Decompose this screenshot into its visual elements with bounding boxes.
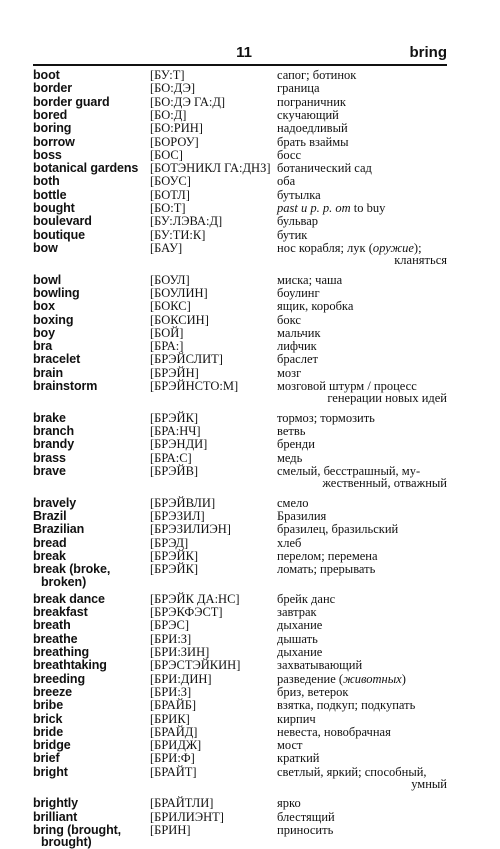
headword-text: boss xyxy=(33,147,62,162)
translation-text: краткий xyxy=(277,751,320,766)
headword-text: box xyxy=(33,299,55,314)
translation-text: бокс xyxy=(277,312,301,327)
translation xyxy=(277,537,447,549)
headword xyxy=(33,82,147,94)
translation xyxy=(277,619,447,631)
transcription: [БРИ:З] xyxy=(150,631,192,646)
translation xyxy=(277,425,447,437)
transcription: [БРЭЙК ДА:НС] xyxy=(150,591,240,606)
headword-text: bought xyxy=(33,201,75,215)
running-head: bring xyxy=(409,44,447,61)
translation xyxy=(277,69,447,81)
translation-text: босс xyxy=(277,147,302,162)
translation xyxy=(277,659,447,671)
usage-note: животных xyxy=(343,671,402,686)
translation xyxy=(277,300,447,312)
headword xyxy=(33,215,147,227)
headword xyxy=(33,659,147,671)
headword-text: brilliant xyxy=(33,809,78,824)
headword xyxy=(33,606,147,618)
headword xyxy=(33,274,147,286)
headword-text: brainstorm xyxy=(33,379,98,393)
headword-text: breakfast xyxy=(33,605,88,620)
headword-text: bracelet xyxy=(33,352,81,367)
translation-text: ветвь xyxy=(277,424,306,438)
headword xyxy=(33,550,147,562)
translation-text-tail: ); xyxy=(413,240,422,255)
translation-text: граница xyxy=(277,81,320,96)
translation-text: оба xyxy=(277,174,296,189)
transcription: [БО:ДЭ] xyxy=(150,81,196,96)
headword xyxy=(33,537,147,549)
translation-text: бутик xyxy=(277,227,308,242)
translation-text: блестящий xyxy=(277,809,335,824)
headword xyxy=(33,189,147,201)
headword-text: break xyxy=(33,548,66,563)
transcription: [БРАЙБ] xyxy=(150,698,197,713)
translation xyxy=(277,353,447,365)
translation xyxy=(277,606,447,618)
transcription: [БРИК] xyxy=(150,711,190,726)
translation xyxy=(277,229,447,241)
headword-text: break dance xyxy=(33,591,105,606)
transcription: [БРИ:Ф] xyxy=(150,751,195,766)
translation xyxy=(277,497,447,509)
grammar-note: past и p. p. от xyxy=(277,201,351,215)
transcription: [БРИДЖ] xyxy=(150,738,202,753)
headword-text: brick xyxy=(33,711,63,726)
headword-text: breathtaking xyxy=(33,658,107,673)
translation xyxy=(277,726,447,738)
translation xyxy=(277,739,447,751)
translation-text: дышать xyxy=(277,631,318,646)
translation xyxy=(277,438,447,450)
headword-text: brandy xyxy=(33,437,75,452)
translation-continuation: умный xyxy=(411,777,447,792)
headword xyxy=(33,314,147,326)
headword-text: bright xyxy=(33,764,68,779)
headword xyxy=(33,229,147,241)
translation xyxy=(277,766,447,791)
translation xyxy=(277,380,447,405)
headword-text: both xyxy=(33,174,60,189)
transcription: [БАУ] xyxy=(150,240,183,255)
headword xyxy=(33,438,147,450)
translation-text: разведение ( xyxy=(277,671,344,686)
transcription: [БРЭЗИЛИЭН] xyxy=(150,522,231,537)
headword xyxy=(33,465,147,477)
headword xyxy=(33,162,147,174)
translation-text: невеста, новобрачная xyxy=(277,724,391,739)
translation-text: дыхание xyxy=(277,618,323,633)
headword-text: bride xyxy=(33,724,64,739)
translation-text: бразилец, бразильский xyxy=(277,522,399,537)
transcription: [БРА:НЧ] xyxy=(150,424,201,438)
translation xyxy=(277,593,447,605)
transcription: [БРИ:З] xyxy=(150,684,192,699)
transcription: [БРАЙТ] xyxy=(150,764,197,779)
translation-text: взятка, подкуп; подкупать xyxy=(277,698,416,713)
translation xyxy=(277,824,447,836)
translation-text: ярко xyxy=(277,796,301,811)
headword xyxy=(33,699,147,711)
headword xyxy=(33,726,147,738)
translation-text: мозговой штурм / процесс xyxy=(277,379,417,393)
headword xyxy=(33,523,147,535)
headword-text: brake xyxy=(33,410,66,425)
headword-text: break (broke, xyxy=(33,562,111,577)
translation xyxy=(277,274,447,286)
transcription: [БОТЛ] xyxy=(150,187,190,202)
headword xyxy=(33,96,147,108)
transcription: [БОУС] xyxy=(150,174,191,189)
translation-text: смело xyxy=(277,495,309,510)
headword-text: bowling xyxy=(33,285,80,300)
translation xyxy=(277,633,447,645)
translation-text: мост xyxy=(277,738,303,753)
headword-text: boring xyxy=(33,121,72,136)
headword xyxy=(33,766,147,778)
translation xyxy=(277,412,447,424)
translation xyxy=(277,452,447,464)
transcription: [БО:Д] xyxy=(150,107,187,122)
translation-text: миска; чаша xyxy=(277,272,343,287)
translation-text: бутылка xyxy=(277,187,321,202)
headword-continuation: brought) xyxy=(41,835,92,849)
transcription: [БОУЛИН] xyxy=(150,285,208,300)
headword-text: bored xyxy=(33,107,68,122)
translation-text: смелый, бесстрашный, му- xyxy=(277,463,421,478)
translation-text: пограничник xyxy=(277,94,346,109)
headword-text: bra xyxy=(33,339,53,354)
translation-continuation: генерации новых идей xyxy=(327,391,447,406)
headword-continuation: broken) xyxy=(41,574,87,589)
transcription: [БО:Т] xyxy=(150,201,186,215)
transcription: [БОС] xyxy=(150,147,183,162)
transcription: [БРЭЗИЛ] xyxy=(150,508,205,523)
translation-text: тормоз; тормозить xyxy=(277,410,375,425)
headword-text: brave xyxy=(33,463,66,478)
translation-continuation: кланяться xyxy=(394,253,447,268)
headword-text: boxing xyxy=(33,312,74,327)
headword xyxy=(33,202,147,214)
headword-text: Brazil xyxy=(33,508,67,523)
headword xyxy=(33,752,147,764)
transcription: [БРЭЙН] xyxy=(150,365,199,380)
translation-text: боулинг xyxy=(277,285,320,300)
translation xyxy=(277,242,447,267)
translation-text: медь xyxy=(277,450,303,465)
headword-text: bowl xyxy=(33,272,62,287)
transcription: [БРЭСТЭЙКИН] xyxy=(150,658,241,673)
translation-text: ломать; прерывать xyxy=(277,562,376,577)
translation xyxy=(277,314,447,326)
headword-text: brain xyxy=(33,365,64,380)
transcription: [БОЙ] xyxy=(150,325,184,340)
translation-text: бульвар xyxy=(277,214,319,229)
translation-text: хлеб xyxy=(277,535,302,550)
headword xyxy=(33,593,147,605)
headword-text: brightly xyxy=(33,796,79,811)
transcription: [БРАЙД] xyxy=(150,724,198,739)
headword xyxy=(33,619,147,631)
translation-text: надоедливый xyxy=(277,121,348,136)
translation xyxy=(277,563,447,575)
transcription: [БРА:] xyxy=(150,339,184,354)
headword xyxy=(33,300,147,312)
headword-text: bridge xyxy=(33,738,71,753)
transcription: [БОКС] xyxy=(150,299,191,314)
headword-text: branch xyxy=(33,424,75,438)
headword xyxy=(33,713,147,725)
headword xyxy=(33,633,147,645)
translation xyxy=(277,523,447,535)
transcription: [БРЭЙСЛИТ] xyxy=(150,352,223,367)
headword-text: borrow xyxy=(33,134,75,149)
transcription: [БРЭНДИ] xyxy=(150,437,208,452)
translation-text: Бразилия xyxy=(277,508,327,523)
headword-text: Brazilian xyxy=(33,522,85,537)
translation-text: сапог; ботинок xyxy=(277,68,357,82)
transcription: [БУ:ЛЭВА:Д] xyxy=(150,214,223,229)
translation-text: ботанический сад xyxy=(277,161,372,176)
transcription: [БРИН] xyxy=(150,823,191,837)
translation-text: захватывающий xyxy=(277,658,363,673)
headword xyxy=(33,136,147,148)
transcription: [БОРОУ] xyxy=(150,134,199,149)
headword xyxy=(33,673,147,685)
headword xyxy=(33,510,147,522)
translation xyxy=(277,82,447,94)
page-number: 11 xyxy=(236,44,252,61)
transcription: [БО:ДЭ ГА:Д] xyxy=(150,94,226,109)
translation xyxy=(277,713,447,725)
translation-text: ящик, коробка xyxy=(277,299,354,314)
translation xyxy=(277,162,447,174)
translation-text: бриз, ветерок xyxy=(277,684,349,699)
translation-text-tail: ) xyxy=(401,671,406,686)
translation xyxy=(277,367,447,379)
transcription: [БРА:С] xyxy=(150,450,192,465)
translation xyxy=(277,686,447,698)
transcription: [БОТЭНИКЛ ГА:ДНЗ] xyxy=(150,161,271,176)
translation xyxy=(277,149,447,161)
translation-text: мозг xyxy=(277,365,302,380)
translation xyxy=(277,122,447,134)
translation xyxy=(277,96,447,108)
translation xyxy=(277,189,447,201)
headword-text: breeze xyxy=(33,684,73,699)
headword xyxy=(33,242,147,254)
headword xyxy=(33,686,147,698)
transcription: [БРЭЙВЛИ] xyxy=(150,495,216,510)
headword-text: boutique xyxy=(33,227,85,242)
headword xyxy=(33,497,147,509)
headword-text: bread xyxy=(33,535,67,550)
headword xyxy=(33,563,147,588)
translation xyxy=(277,699,447,711)
headword-text: boot xyxy=(33,68,60,82)
translation-text: дыхание xyxy=(277,645,323,659)
translation-text: бренди xyxy=(277,437,315,452)
translation xyxy=(277,752,447,764)
transcription: [БРИ:ДИН] xyxy=(150,671,212,686)
translation xyxy=(277,550,447,562)
headword-text: bravely xyxy=(33,495,77,510)
translation-text: нос корабля; лук ( xyxy=(277,240,373,255)
transcription: [БРЭЙК] xyxy=(150,410,199,425)
translation-text: скучающий xyxy=(277,107,339,122)
headword-text: boulevard xyxy=(33,214,92,229)
translation xyxy=(277,175,447,187)
translation xyxy=(277,287,447,299)
headword xyxy=(33,287,147,299)
headword-text: bribe xyxy=(33,698,64,713)
translation xyxy=(277,673,447,685)
headword-text: botanical gardens xyxy=(33,161,139,176)
transcription: [БРЭЙК] xyxy=(150,548,199,563)
headword-text: brief xyxy=(33,751,60,766)
headword xyxy=(33,367,147,379)
translation-text: браслет xyxy=(277,352,318,367)
headword xyxy=(33,811,147,823)
translation xyxy=(277,510,447,522)
transcription: [БРИЛИЭНТ] xyxy=(150,809,224,824)
transcription: [БРАЙТЛИ] xyxy=(150,796,214,811)
transcription: [БРЭЙВ] xyxy=(150,463,199,478)
transcription: [БУ:Т] xyxy=(150,68,185,82)
transcription: [БРЭЙК] xyxy=(150,562,199,577)
translation-text: брать взаймы xyxy=(277,134,349,149)
translation-text: приносить xyxy=(277,823,334,837)
translation xyxy=(277,340,447,352)
headword-text: breathing xyxy=(33,645,90,659)
translation xyxy=(277,646,447,658)
headword xyxy=(33,340,147,352)
translation xyxy=(277,811,447,823)
translation-text: мальчик xyxy=(277,325,321,340)
headword-text: breeding xyxy=(33,671,85,686)
headword-text: bring (brought, xyxy=(33,823,122,837)
usage-note: оружие xyxy=(372,240,414,255)
headword-text: brass xyxy=(33,450,66,465)
headword xyxy=(33,122,147,134)
transcription: [БОКСИН] xyxy=(150,312,209,327)
transcription: [БРЭЙНСТО:М] xyxy=(150,379,239,393)
transcription: [БРЭД] xyxy=(150,535,189,550)
headword-text: bottle xyxy=(33,187,67,202)
translation xyxy=(277,136,447,148)
translation-text: to buy xyxy=(350,201,386,215)
transcription: [БОУЛ] xyxy=(150,272,190,287)
transcription: [БРИ:ЗИН] xyxy=(150,645,210,659)
translation-text: завтрак xyxy=(277,605,317,620)
headword xyxy=(33,380,147,392)
headword xyxy=(33,109,147,121)
translation-text: светлый, яркий; способный, xyxy=(277,764,427,779)
headword xyxy=(33,353,147,365)
translation-text: брейк данс xyxy=(277,591,336,606)
transcription: [БО:РИН] xyxy=(150,121,203,136)
transcription: [БРЭКФЭСТ] xyxy=(150,605,223,620)
translation xyxy=(277,109,447,121)
headword xyxy=(33,412,147,424)
transcription: [БРЭС] xyxy=(150,618,190,633)
headword xyxy=(33,69,147,81)
headword-text: border guard xyxy=(33,94,110,109)
translation-text: лифчик xyxy=(277,339,317,354)
translation-text: кирпич xyxy=(277,711,316,726)
translation xyxy=(277,465,447,490)
headword xyxy=(33,425,147,437)
translation xyxy=(277,202,447,214)
translation xyxy=(277,327,447,339)
headword xyxy=(33,149,147,161)
transcription: [БУ:ТИ:К] xyxy=(150,227,206,242)
headword xyxy=(33,824,147,849)
headword xyxy=(33,739,147,751)
headword-text: bow xyxy=(33,240,58,255)
headword-text: border xyxy=(33,81,72,96)
translation-continuation: жественный, отважный xyxy=(322,476,447,491)
headword xyxy=(33,646,147,658)
headword xyxy=(33,452,147,464)
translation xyxy=(277,215,447,227)
headword-text: breathe xyxy=(33,631,78,646)
header-rule xyxy=(33,64,447,66)
headword-text: boy xyxy=(33,325,55,340)
headword-text: breath xyxy=(33,618,71,633)
headword xyxy=(33,175,147,187)
translation-text: перелом; перемена xyxy=(277,548,378,563)
headword xyxy=(33,327,147,339)
